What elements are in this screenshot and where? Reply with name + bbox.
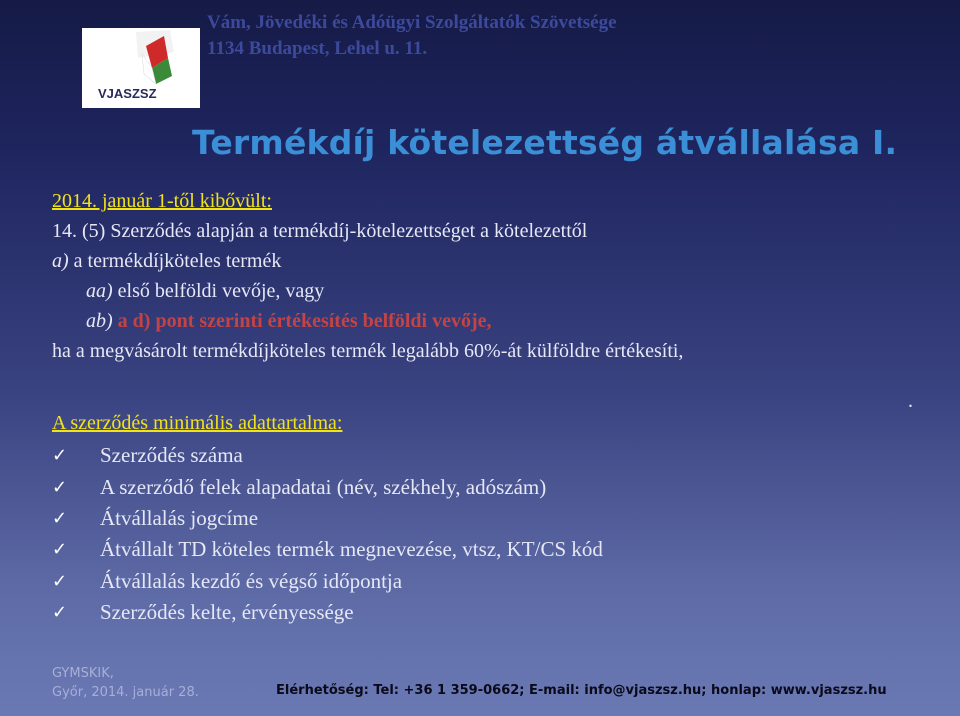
stray-dot: . [908,390,913,412]
slide-body [52,186,930,366]
footer-presenter [52,664,199,702]
requirement-text: A szerződő felek alapadatai (név, székhely, adószám) [100,474,547,499]
organization-name: Vám, Jövedéki és Adóügyi Szolgáltatók Szövetsége [207,12,617,33]
requirement-item [52,566,603,597]
checkmark-icon: ✓ [52,445,68,467]
paragraph-line-4 [52,306,930,336]
vjaszsz-logo [82,28,200,108]
requirement-item [52,503,603,534]
footer-date: Győr, 2014. január 28. [52,685,199,700]
requirement-text: Szerződés száma [100,443,243,468]
organization-header [207,10,617,62]
paragraph-line-3 [52,276,930,306]
point-a-label: a) [52,250,69,272]
checkmark-icon: ✓ [52,507,68,529]
requirement-text: Átvállalás jogcíme [100,505,259,530]
point-ab-label: ab) [86,310,113,332]
slide-title: Termékdíj kötelezettség átvállalása I. [192,123,898,162]
date-heading: 2014. január 1-től kibővült: [52,190,272,212]
point-ab-text: a d) pont szerinti értékesítés belföldi vevője, [112,310,492,332]
logo-text: VJASZSZ [98,86,157,101]
point-aa-label: aa) [86,280,113,302]
requirement-item [52,597,603,628]
paragraph-line-1: 14. (5) Szerződés alapján a termékdíj-kötelezettséget a kötelezettől [52,220,588,242]
requirement-item [52,440,603,471]
checkmark-icon: ✓ [52,476,68,498]
footer-contact: Elérhetőség: Tel: +36 1 359-0662; E-mail: info@vjaszsz.hu; honlap: www.vjaszsz.hu [276,683,887,698]
requirement-text: Átvállalás kezdő és végső időpontja [100,568,403,593]
footer-venue: GYMSKIK, [52,666,114,681]
paragraph-line-2 [52,246,930,276]
organization-address: 1134 Budapest, Lehel u. 11. [207,38,428,59]
requirement-item [52,534,603,565]
requirement-text: Szerződés kelte, érvényessége [100,600,354,625]
checkmark-icon: ✓ [52,539,68,561]
requirement-item [52,471,603,502]
requirements-list [52,440,603,628]
requirements-title: A szerződés minimális adattartalma: [52,412,343,434]
checkmark-icon: ✓ [52,570,68,592]
checkmark-icon: ✓ [52,602,68,624]
paragraph-line-5: ha a megvásárolt termékdíjköteles termék legalább 60%-át külföldre értékesíti, [52,340,684,362]
point-aa-text: első belföldi vevője, vagy [112,280,325,302]
point-a-text: a termékdíjköteles termék [68,250,282,272]
requirement-text: Átvállalt TD köteles termék megnevezése, vtsz, KT/CS kód [100,537,603,562]
